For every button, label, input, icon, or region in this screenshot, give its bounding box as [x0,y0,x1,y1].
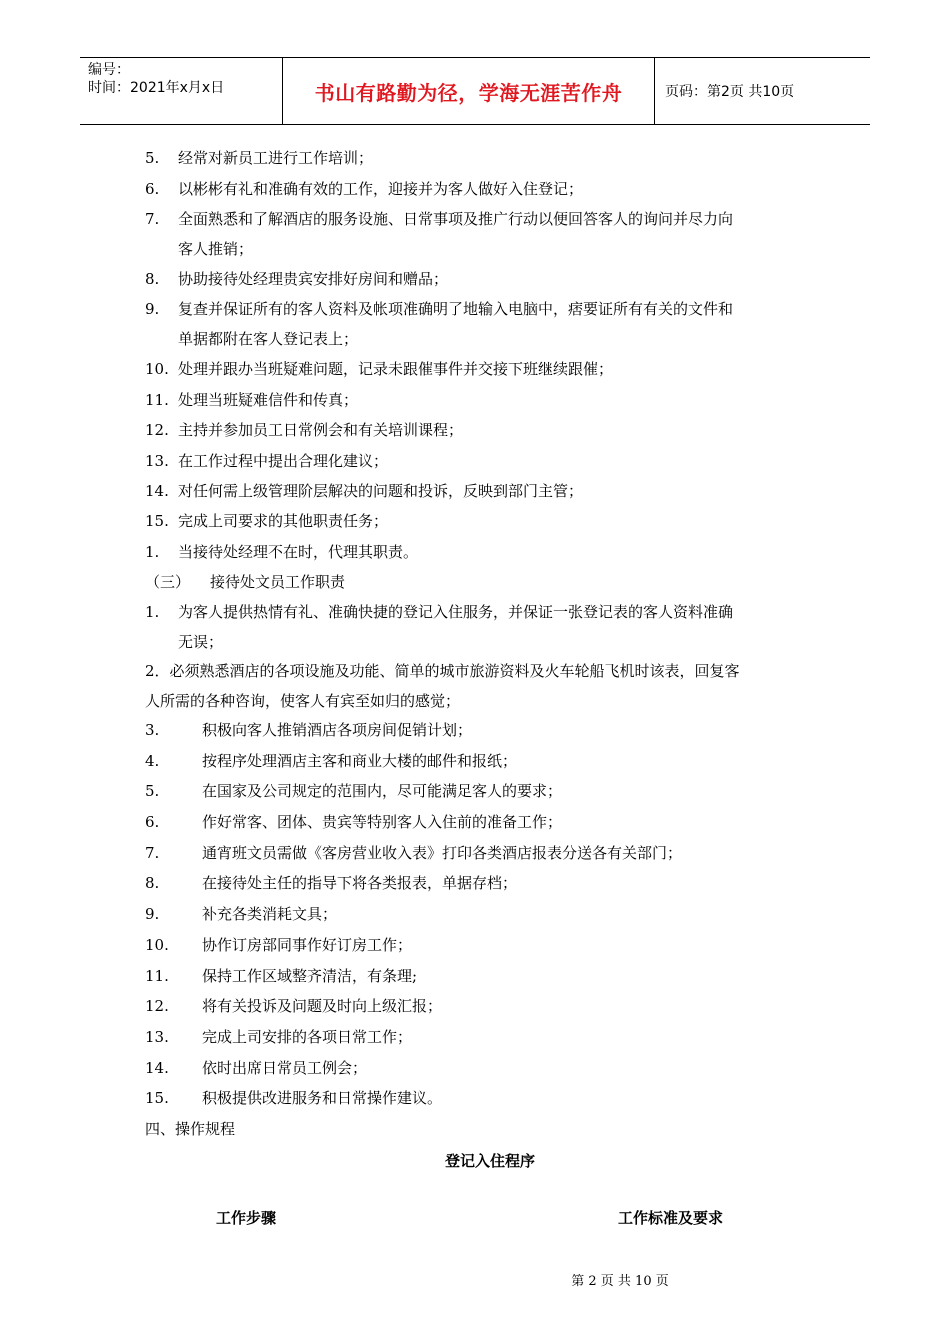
header-page-number: 页码：第2页 共10页 [665,84,795,100]
column-header-standard: 工作标准及要求 [618,1209,724,1227]
serial-label: 编号： [88,62,130,78]
page-footer: 第 2 页 共 10 页 [571,1274,669,1289]
procedure-title: 登记入住程序 [444,1152,535,1170]
header-info [80,58,283,124]
page-header [80,57,870,125]
column-header-step: 工作步骤 [216,1209,277,1227]
date-label: 时间：2021年x月x日 [88,80,225,96]
header-motto: 书山有路勤为径，学海无涯苦作舟 [283,58,655,124]
